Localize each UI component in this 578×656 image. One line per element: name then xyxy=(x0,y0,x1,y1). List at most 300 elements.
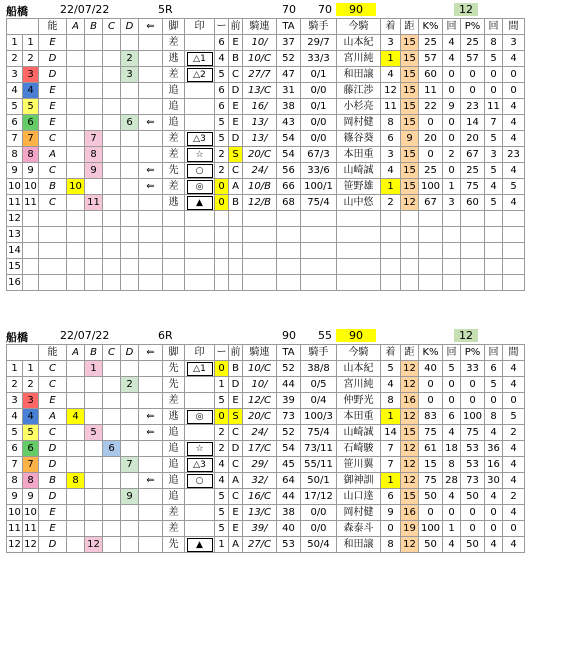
gate-cell: 9 xyxy=(23,489,39,505)
col-a-cell xyxy=(67,35,85,51)
col-a-cell xyxy=(67,457,85,473)
date-label: 22/07/22 xyxy=(60,3,110,16)
p-pct-cell xyxy=(461,259,485,275)
minus-cell: 5 xyxy=(215,131,229,147)
header-value-2: 70 xyxy=(318,3,332,16)
ability-cell xyxy=(39,259,67,275)
arrow-cell xyxy=(139,227,163,243)
style-cell: 逃 xyxy=(163,195,185,211)
column-header: 騎連 xyxy=(243,345,277,361)
column-header: D xyxy=(121,19,139,35)
col-d-cell: 2 xyxy=(121,51,139,67)
column-header: 騎手 xyxy=(301,345,337,361)
col-b-cell xyxy=(85,227,103,243)
gate-cell: 3 xyxy=(23,67,39,83)
runs1-cell: 4 xyxy=(443,425,461,441)
mark-cell xyxy=(185,179,215,195)
front-cell: A xyxy=(229,473,243,489)
mark-box: ☆ xyxy=(187,442,213,456)
distance-cell: 19 xyxy=(401,521,419,537)
distance-cell: 12 xyxy=(401,377,419,393)
finish-cell xyxy=(381,275,401,291)
col-d-cell xyxy=(121,243,139,259)
interval-cell: 4 xyxy=(503,377,525,393)
jockey-rate-cell: 29/7 xyxy=(301,35,337,51)
distance-cell xyxy=(401,259,419,275)
p-pct-cell: 14 xyxy=(461,115,485,131)
runs1-cell: 1 xyxy=(443,179,461,195)
ability-cell: C xyxy=(39,195,67,211)
ta-cell xyxy=(277,275,301,291)
style-cell xyxy=(163,211,185,227)
jockey-combo-cell: 24/ xyxy=(243,163,277,179)
k-pct-cell xyxy=(419,211,443,227)
gate-cell: 1 xyxy=(23,361,39,377)
front-cell xyxy=(229,243,243,259)
table-row xyxy=(7,505,525,521)
ability-cell: D xyxy=(39,441,67,457)
ability-cell: C xyxy=(39,163,67,179)
jockey-combo-cell: 16/ xyxy=(243,99,277,115)
k-pct-cell xyxy=(419,259,443,275)
header-value-4: 12 xyxy=(454,329,478,342)
style-cell: 逃 xyxy=(163,409,185,425)
col-b-cell xyxy=(85,275,103,291)
runs1-cell: 8 xyxy=(443,457,461,473)
mark-cell xyxy=(185,537,215,553)
k-pct-cell: 61 xyxy=(419,441,443,457)
column-header: 脚 xyxy=(163,345,185,361)
horse-number-cell: 7 xyxy=(7,457,23,473)
col-a-cell xyxy=(67,83,85,99)
minus-cell: 4 xyxy=(215,473,229,489)
gate-cell: 5 xyxy=(23,425,39,441)
p-pct-cell: 0 xyxy=(461,83,485,99)
mark-box: △1 xyxy=(187,362,213,376)
interval-cell: 5 xyxy=(503,179,525,195)
runs2-cell: 4 xyxy=(485,179,503,195)
style-cell: 差 xyxy=(163,521,185,537)
horse-number-cell: 9 xyxy=(7,163,23,179)
column-header: ー xyxy=(215,19,229,35)
p-pct-cell: 67 xyxy=(461,147,485,163)
ability-cell xyxy=(39,243,67,259)
jockey-rate-cell xyxy=(301,211,337,227)
horse-number-cell: 10 xyxy=(7,179,23,195)
mark-box: ◎ xyxy=(187,410,213,424)
col-b-cell xyxy=(85,179,103,195)
minus-cell: 0 xyxy=(215,179,229,195)
p-pct-cell xyxy=(461,243,485,259)
col-d-cell xyxy=(121,537,139,553)
style-cell: 差 xyxy=(163,393,185,409)
interval-cell: 0 xyxy=(503,521,525,537)
runs1-cell: 0 xyxy=(443,115,461,131)
col-a-cell: 4 xyxy=(67,409,85,425)
runs1-cell xyxy=(443,227,461,243)
arrow-cell xyxy=(139,457,163,473)
gate-cell: 11 xyxy=(23,521,39,537)
ta-cell: 47 xyxy=(277,67,301,83)
runs2-cell: 11 xyxy=(485,99,503,115)
p-pct-cell: 0 xyxy=(461,377,485,393)
style-cell: 先 xyxy=(163,377,185,393)
mark-box: △2 xyxy=(187,68,213,82)
minus-cell: 5 xyxy=(215,489,229,505)
race-table-2 xyxy=(6,344,525,553)
arrow-cell xyxy=(139,99,163,115)
k-pct-cell: 50 xyxy=(419,537,443,553)
minus-cell xyxy=(215,243,229,259)
horse-number-cell: 12 xyxy=(7,211,23,227)
race-table-1 xyxy=(6,18,525,291)
runs2-cell: 36 xyxy=(485,441,503,457)
runs1-cell: 28 xyxy=(443,473,461,489)
ta-cell: 53 xyxy=(277,537,301,553)
col-b-cell xyxy=(85,409,103,425)
col-d-cell xyxy=(121,99,139,115)
ta-cell: 52 xyxy=(277,361,301,377)
distance-cell: 15 xyxy=(401,425,419,441)
horse-number-cell: 8 xyxy=(7,473,23,489)
interval-cell: 4 xyxy=(503,163,525,179)
ta-cell: 66 xyxy=(277,179,301,195)
col-a-cell xyxy=(67,115,85,131)
runs1-cell: 18 xyxy=(443,441,461,457)
col-a-cell xyxy=(67,441,85,457)
header-value-3: 90 xyxy=(336,3,376,16)
runs2-cell: 5 xyxy=(485,163,503,179)
finish-cell: 7 xyxy=(381,457,401,473)
jockey-combo-cell: 24/ xyxy=(243,425,277,441)
mark-cell xyxy=(185,115,215,131)
table-row xyxy=(7,179,525,195)
jockey-rate-cell xyxy=(301,275,337,291)
k-pct-cell: 0 xyxy=(419,393,443,409)
arrow-cell xyxy=(139,243,163,259)
table-row xyxy=(7,227,525,243)
venue-label: 船橋 xyxy=(6,331,28,344)
distance-cell: 12 xyxy=(401,361,419,377)
k-pct-cell: 0 xyxy=(419,147,443,163)
k-pct-cell: 25 xyxy=(419,35,443,51)
jockey-rate-cell: 0/5 xyxy=(301,377,337,393)
column-header: P% xyxy=(461,345,485,361)
column-header: 距 xyxy=(401,19,419,35)
current-jockey-cell: 御神訓 xyxy=(337,473,381,489)
current-jockey-cell: 岡村健 xyxy=(337,115,381,131)
horse-number-cell: 11 xyxy=(7,521,23,537)
ta-cell: 52 xyxy=(277,425,301,441)
gate-cell: 4 xyxy=(23,83,39,99)
column-header: P% xyxy=(461,19,485,35)
horse-number-cell: 3 xyxy=(7,67,23,83)
gate-cell: 8 xyxy=(23,473,39,489)
distance-cell xyxy=(401,227,419,243)
mark-cell xyxy=(185,99,215,115)
gate-cell: 6 xyxy=(23,115,39,131)
column-header: 印 xyxy=(185,345,215,361)
horse-number-cell: 15 xyxy=(7,259,23,275)
ability-cell: D xyxy=(39,67,67,83)
ability-cell xyxy=(39,211,67,227)
col-a-cell xyxy=(67,521,85,537)
arrow-cell: ⇐ xyxy=(139,425,163,441)
mark-cell xyxy=(185,35,215,51)
style-cell: 差 xyxy=(163,179,185,195)
runs1-cell xyxy=(443,243,461,259)
k-pct-cell xyxy=(419,275,443,291)
column-header: 距 xyxy=(401,345,419,361)
arrow-cell xyxy=(139,195,163,211)
col-a-cell xyxy=(67,275,85,291)
interval-cell: 4 xyxy=(503,131,525,147)
front-cell: S xyxy=(229,147,243,163)
ability-cell: C xyxy=(39,131,67,147)
interval-cell xyxy=(503,275,525,291)
finish-cell: 6 xyxy=(381,489,401,505)
race-number: 6R xyxy=(158,329,173,342)
col-b-cell: 11 xyxy=(85,195,103,211)
jockey-rate-cell: 75/4 xyxy=(301,425,337,441)
jockey-combo-cell: 13/ xyxy=(243,131,277,147)
runs1-cell: 0 xyxy=(443,67,461,83)
runs2-cell: 6 xyxy=(485,361,503,377)
mark-box: △3 xyxy=(187,458,213,472)
interval-cell: 5 xyxy=(503,409,525,425)
gate-cell: 5 xyxy=(23,99,39,115)
mark-cell xyxy=(185,227,215,243)
runs2-cell: 4 xyxy=(485,537,503,553)
interval-cell: 2 xyxy=(503,489,525,505)
finish-cell: 7 xyxy=(381,441,401,457)
column-header: 能 xyxy=(39,19,67,35)
runs2-cell xyxy=(485,243,503,259)
col-b-cell: 12 xyxy=(85,537,103,553)
table-row xyxy=(7,147,525,163)
col-d-cell xyxy=(121,473,139,489)
column-header: 脚 xyxy=(163,19,185,35)
jockey-combo-cell xyxy=(243,211,277,227)
horse-number-cell: 10 xyxy=(7,505,23,521)
style-cell: 先 xyxy=(163,537,185,553)
arrow-cell xyxy=(139,147,163,163)
jockey-combo-cell: 10/B xyxy=(243,179,277,195)
col-a-cell xyxy=(67,99,85,115)
col-a-cell xyxy=(67,489,85,505)
mark-cell xyxy=(185,275,215,291)
finish-cell: 0 xyxy=(381,521,401,537)
col-d-cell xyxy=(121,179,139,195)
current-jockey-cell: 本田重 xyxy=(337,147,381,163)
col-c-cell xyxy=(103,147,121,163)
ta-cell: 56 xyxy=(277,163,301,179)
column-header: TA xyxy=(277,19,301,35)
front-cell: A xyxy=(229,179,243,195)
finish-cell xyxy=(381,227,401,243)
runs2-cell xyxy=(485,275,503,291)
arrow-cell xyxy=(139,441,163,457)
horse-number-cell: 2 xyxy=(7,377,23,393)
column-header: K% xyxy=(419,19,443,35)
distance-cell: 15 xyxy=(401,67,419,83)
table-row xyxy=(7,115,525,131)
front-cell: B xyxy=(229,51,243,67)
runs1-cell: 0 xyxy=(443,131,461,147)
p-pct-cell: 50 xyxy=(461,489,485,505)
jockey-combo-cell: 32/ xyxy=(243,473,277,489)
runs2-cell xyxy=(485,259,503,275)
ta-cell: 54 xyxy=(277,147,301,163)
jockey-combo-cell: 17/C xyxy=(243,441,277,457)
header-spacer xyxy=(7,345,39,361)
runs2-cell: 8 xyxy=(485,409,503,425)
style-cell: 追 xyxy=(163,115,185,131)
col-a-cell: 8 xyxy=(67,473,85,489)
gate-cell: 1 xyxy=(23,35,39,51)
current-jockey-cell: 和田譲 xyxy=(337,537,381,553)
col-b-cell xyxy=(85,377,103,393)
k-pct-cell: 25 xyxy=(419,163,443,179)
ta-cell xyxy=(277,243,301,259)
distance-cell xyxy=(401,275,419,291)
k-pct-cell: 20 xyxy=(419,131,443,147)
col-d-cell: 9 xyxy=(121,489,139,505)
column-header: D xyxy=(121,345,139,361)
mark-cell xyxy=(185,163,215,179)
table-row xyxy=(7,361,525,377)
header-value-1: 70 xyxy=(282,3,296,16)
column-header: 間 xyxy=(503,19,525,35)
interval-cell: 4 xyxy=(503,441,525,457)
current-jockey-cell: 藤江渉 xyxy=(337,83,381,99)
gate-cell: 2 xyxy=(23,51,39,67)
front-cell xyxy=(229,211,243,227)
jockey-combo-cell xyxy=(243,275,277,291)
arrow-cell xyxy=(139,377,163,393)
horse-number-cell: 4 xyxy=(7,83,23,99)
ability-cell: D xyxy=(39,457,67,473)
runs2-cell: 0 xyxy=(485,67,503,83)
horse-number-cell: 5 xyxy=(7,99,23,115)
finish-cell: 3 xyxy=(381,147,401,163)
p-pct-cell xyxy=(461,275,485,291)
mark-box: ○ xyxy=(187,474,213,488)
jockey-rate-cell: 0/0 xyxy=(301,131,337,147)
col-b-cell xyxy=(85,441,103,457)
ability-cell: D xyxy=(39,489,67,505)
gate-cell: 10 xyxy=(23,505,39,521)
minus-cell: 2 xyxy=(215,163,229,179)
horse-number-cell: 11 xyxy=(7,195,23,211)
mark-box: ☆ xyxy=(187,148,213,162)
style-cell: 追 xyxy=(163,457,185,473)
column-header: 回 xyxy=(443,345,461,361)
mark-cell xyxy=(185,211,215,227)
distance-cell: 16 xyxy=(401,505,419,521)
arrow-cell xyxy=(139,259,163,275)
mark-cell xyxy=(185,457,215,473)
mark-cell xyxy=(185,243,215,259)
current-jockey-cell: 仲野光 xyxy=(337,393,381,409)
mark-cell xyxy=(185,441,215,457)
finish-cell xyxy=(381,211,401,227)
ability-cell: A xyxy=(39,147,67,163)
distance-cell: 12 xyxy=(401,473,419,489)
current-jockey-cell xyxy=(337,227,381,243)
ta-cell xyxy=(277,227,301,243)
finish-cell: 1 xyxy=(381,409,401,425)
gate-cell: 6 xyxy=(23,441,39,457)
style-cell xyxy=(163,243,185,259)
front-cell: C xyxy=(229,489,243,505)
current-jockey-cell: 山本紀 xyxy=(337,35,381,51)
col-a-cell xyxy=(67,163,85,179)
finish-cell: 8 xyxy=(381,115,401,131)
style-cell: 追 xyxy=(163,441,185,457)
ta-cell xyxy=(277,259,301,275)
distance-cell: 15 xyxy=(401,489,419,505)
col-a-cell xyxy=(67,243,85,259)
p-pct-cell: 75 xyxy=(461,179,485,195)
jockey-combo-cell: 13/C xyxy=(243,83,277,99)
arrow-cell: ⇐ xyxy=(139,115,163,131)
arrow-cell: ⇐ xyxy=(139,179,163,195)
col-d-cell: 7 xyxy=(121,457,139,473)
k-pct-cell: 15 xyxy=(419,457,443,473)
col-a-cell xyxy=(67,361,85,377)
table-row xyxy=(7,211,525,227)
runs1-cell: 0 xyxy=(443,377,461,393)
race-block-2 xyxy=(6,328,572,553)
runs1-cell: 4 xyxy=(443,537,461,553)
current-jockey-cell: 石崎駿 xyxy=(337,441,381,457)
column-header: 間 xyxy=(503,345,525,361)
col-a-cell xyxy=(67,227,85,243)
col-c-cell xyxy=(103,83,121,99)
minus-cell xyxy=(215,259,229,275)
ta-cell: 43 xyxy=(277,115,301,131)
gate-cell: 7 xyxy=(23,131,39,147)
style-cell: 追 xyxy=(163,83,185,99)
current-jockey-cell xyxy=(337,211,381,227)
minus-cell: 2 xyxy=(215,425,229,441)
interval-cell: 4 xyxy=(503,195,525,211)
runs2-cell: 5 xyxy=(485,377,503,393)
col-c-cell xyxy=(103,521,121,537)
gate-cell: 4 xyxy=(23,409,39,425)
col-b-cell xyxy=(85,211,103,227)
jockey-rate-cell: 50/4 xyxy=(301,537,337,553)
arrow-cell xyxy=(139,51,163,67)
current-jockey-cell: 森泰斗 xyxy=(337,521,381,537)
mark-cell xyxy=(185,259,215,275)
minus-cell: 1 xyxy=(215,377,229,393)
interval-cell: 4 xyxy=(503,457,525,473)
jockey-combo-cell: 13/ xyxy=(243,115,277,131)
col-b-cell: 7 xyxy=(85,131,103,147)
mark-cell xyxy=(185,521,215,537)
col-a-cell xyxy=(67,425,85,441)
mark-box: ○ xyxy=(187,164,213,178)
header-value-1: 90 xyxy=(282,329,296,342)
gate-cell xyxy=(23,275,39,291)
gate-cell xyxy=(23,211,39,227)
runs2-cell: 5 xyxy=(485,51,503,67)
arrow-cell xyxy=(139,83,163,99)
table-row xyxy=(7,537,525,553)
horse-number-cell: 2 xyxy=(7,51,23,67)
